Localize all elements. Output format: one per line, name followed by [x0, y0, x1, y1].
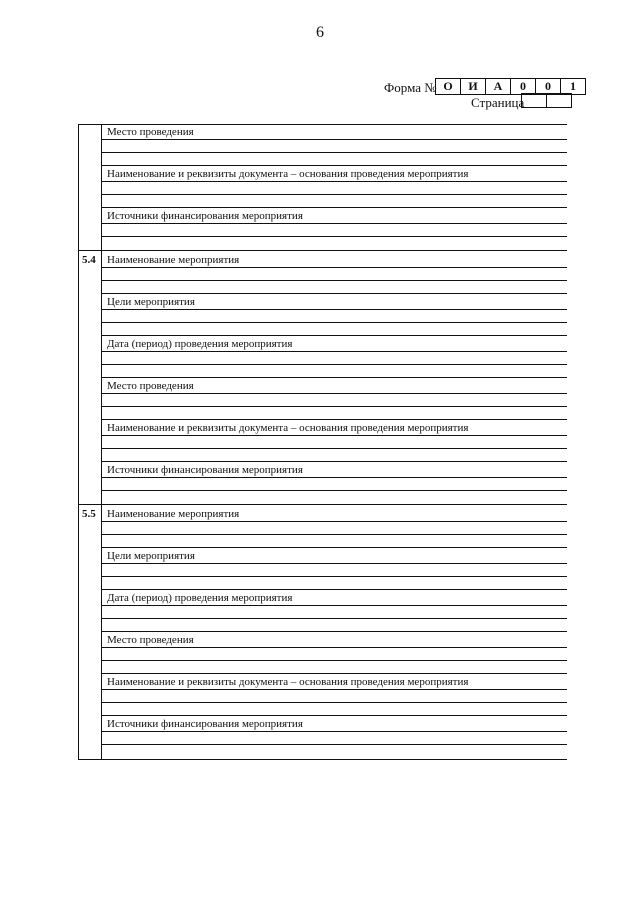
blank-line: [102, 194, 567, 195]
blank-line: [102, 589, 567, 590]
blank-line: [102, 322, 567, 323]
field-label: Источники финансирования мероприятия: [107, 210, 303, 222]
page-number-cells: [521, 93, 572, 108]
form-code-cell: 1: [560, 78, 586, 95]
field-label: Наименование и реквизиты документа – основания проведения мероприятия: [107, 676, 469, 688]
field-underline: [102, 139, 567, 140]
blank-line: [102, 673, 567, 674]
field-label: Наименование и реквизиты документа – основания проведения мероприятия: [107, 422, 469, 434]
field-underline: [102, 181, 567, 182]
blank-line: [102, 419, 567, 420]
section-number: 5.4: [82, 254, 96, 266]
page-cell: [521, 93, 547, 108]
field-underline: [102, 689, 567, 690]
field-label: Место проведения: [107, 634, 194, 646]
field-label: Место проведения: [107, 126, 194, 138]
field-label: Наименование мероприятия: [107, 508, 240, 520]
field-label: Дата (период) проведения мероприятия: [107, 338, 293, 350]
field-underline: [102, 435, 567, 436]
field-label: Источники финансирования мероприятия: [107, 464, 303, 476]
blank-line: [102, 293, 567, 294]
field-underline: [102, 605, 567, 606]
blank-line: [102, 406, 567, 407]
field-label: Наименование мероприятия: [107, 254, 240, 266]
section-separator: [79, 504, 567, 505]
field-underline: [102, 477, 567, 478]
page-number: 6: [316, 24, 324, 41]
field-label: Цели мероприятия: [107, 550, 195, 562]
blank-line: [102, 236, 567, 237]
field-underline: [102, 393, 567, 394]
field-underline: [102, 351, 567, 352]
page-cell: [546, 93, 572, 108]
page-label: Страница: [471, 95, 525, 110]
blank-line: [102, 702, 567, 703]
field-underline: [102, 563, 567, 564]
blank-line: [102, 377, 567, 378]
blank-line: [102, 152, 567, 153]
form-code-cell: О: [435, 78, 461, 95]
blank-line: [102, 335, 567, 336]
field-underline: [102, 521, 567, 522]
blank-line: [102, 631, 567, 632]
blank-line: [102, 618, 567, 619]
blank-line: [102, 547, 567, 548]
field-underline: [102, 647, 567, 648]
field-label: Источники финансирования мероприятия: [107, 718, 303, 730]
field-label: Место проведения: [107, 380, 194, 392]
form-table: [78, 124, 567, 760]
blank-line: [102, 715, 567, 716]
form-code-cell: 0: [535, 78, 561, 95]
blank-line: [102, 448, 567, 449]
section-separator: [79, 250, 567, 251]
form-code-cell: А: [485, 78, 511, 95]
form-code-cell: И: [460, 78, 486, 95]
blank-line: [102, 534, 567, 535]
blank-line: [102, 660, 567, 661]
field-underline: [102, 223, 567, 224]
field-underline: [102, 731, 567, 732]
field-underline: [102, 267, 567, 268]
blank-line: [102, 280, 567, 281]
blank-line: [102, 490, 567, 491]
section-number: 5.5: [82, 508, 96, 520]
field-underline: [102, 309, 567, 310]
blank-line: [102, 364, 567, 365]
blank-line: [102, 207, 567, 208]
field-label: Цели мероприятия: [107, 296, 195, 308]
form-code-cell: 0: [510, 78, 536, 95]
blank-line: [102, 165, 567, 166]
form-number-label: Форма №: [384, 80, 437, 95]
blank-line: [102, 576, 567, 577]
field-label: Наименование и реквизиты документа – основания проведения мероприятия: [107, 168, 469, 180]
number-column-divider: [101, 125, 102, 759]
blank-line: [102, 461, 567, 462]
blank-line: [102, 744, 567, 745]
field-label: Дата (период) проведения мероприятия: [107, 592, 293, 604]
